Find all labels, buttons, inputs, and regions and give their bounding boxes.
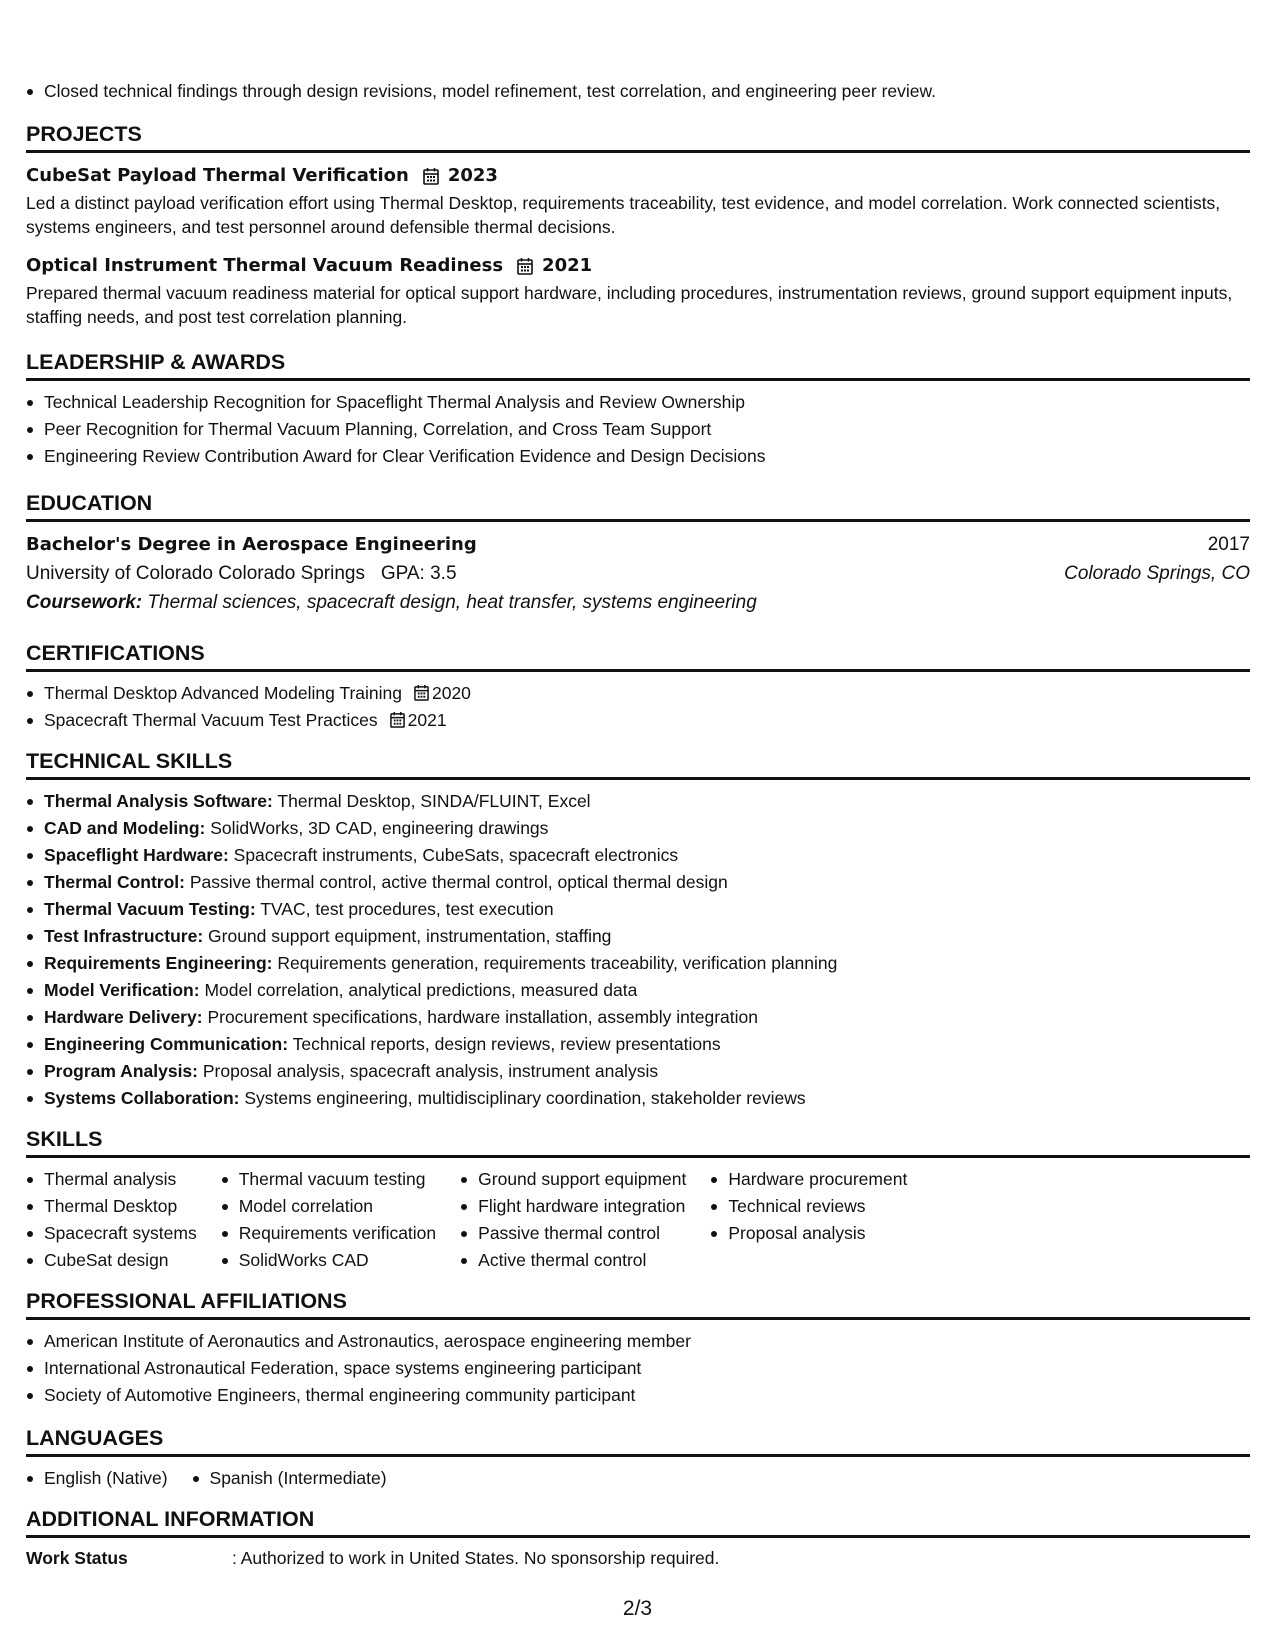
project-item [26, 161, 1250, 239]
skill-category: Systems Collaboration: [44, 1088, 240, 1108]
list-item [460, 1220, 686, 1247]
education-row [26, 559, 1250, 588]
certification-year: 2021 [407, 710, 447, 730]
school-line [26, 559, 457, 588]
list-item [26, 815, 1250, 842]
list-item [26, 1058, 1250, 1085]
section-title-projects: PROJECTS [26, 121, 1250, 153]
list-item [26, 1328, 1250, 1355]
list-item [26, 78, 1250, 105]
skill-values: Thermal Desktop, SINDA/FLUINT, Excel [277, 791, 591, 811]
skill: Spacecraft systems [44, 1223, 197, 1243]
skill: Proposal analysis [728, 1223, 866, 1243]
skill-category: Spaceflight Hardware: [44, 845, 229, 865]
skill-values: Model correlation, analytical predictions, measured data [204, 980, 638, 1000]
list-item [26, 1193, 197, 1220]
skill-category: Test Infrastructure: [44, 926, 204, 946]
calendar-icon [423, 167, 439, 185]
project-item [26, 251, 1250, 329]
list-item [26, 1004, 1250, 1031]
affiliations-list [26, 1328, 1250, 1409]
gpa: GPA: 3.5 [380, 563, 457, 584]
page-number: 2/3 [622, 1597, 653, 1620]
list-item [26, 923, 1250, 950]
list-item [26, 842, 1250, 869]
skill-category: Engineering Communication: [44, 1034, 289, 1054]
work-status-label: Work Status [26, 1548, 128, 1568]
certification-name: Spacecraft Thermal Vacuum Test Practices [44, 710, 378, 730]
projects-list [26, 161, 1250, 329]
skill: CubeSat design [44, 1250, 169, 1270]
section-title-skills: SKILLS [26, 1126, 1250, 1158]
skill-values: Procurement specifications, hardware installation, assembly integration [207, 1007, 758, 1027]
skill-values: Ground support equipment, instrumentation, staffing [208, 926, 612, 946]
skill-category: Thermal Control: [44, 872, 185, 892]
resume-content [26, 78, 1250, 1572]
languages-list [26, 1465, 1250, 1492]
skill-values: TVAC, test procedures, test execution [260, 899, 554, 919]
skill: Active thermal control [478, 1250, 647, 1270]
skill: Technical reviews [728, 1196, 866, 1216]
education-entry [26, 530, 1250, 618]
project-heading [26, 161, 1250, 191]
skill: Model correlation [238, 1196, 373, 1216]
section-title-certifications: CERTIFICATIONS [26, 640, 1250, 672]
certifications-list [26, 680, 1250, 734]
certification-year: 2020 [431, 683, 471, 703]
skills-column [26, 1166, 197, 1274]
section-title-affiliations: PROFESSIONAL AFFILIATIONS [26, 1288, 1250, 1320]
skills-column [710, 1166, 907, 1274]
list-item [460, 1166, 686, 1193]
skill-values: Spacecraft instruments, CubeSats, spacecraft electronics [233, 845, 679, 865]
list-item [26, 680, 1250, 707]
skill-category: Thermal Analysis Software: [44, 791, 273, 811]
affiliation: American Institute of Aeronautics and Astronautics, aerospace engineering member [44, 1331, 691, 1351]
list-item [26, 443, 1250, 470]
skill-values: Proposal analysis, spacecraft analysis, instrument analysis [202, 1061, 659, 1081]
skill-values: Systems engineering, multidisciplinary coordination, stakeholder reviews [244, 1088, 806, 1108]
affiliation: International Astronautical Federation, space systems engineering participant [44, 1358, 642, 1378]
coursework [26, 588, 1250, 618]
list-item [26, 1355, 1250, 1382]
education-row [26, 530, 1250, 559]
list-item [26, 1166, 197, 1193]
list-item [26, 1031, 1250, 1058]
school-location: Colorado Springs, CO [1064, 563, 1250, 584]
skill-values: Technical reports, design reviews, review presentations [292, 1034, 721, 1054]
skill-category: Thermal Vacuum Testing: [44, 899, 256, 919]
school-name: University of Colorado Colorado Springs [26, 563, 365, 584]
skill: Hardware procurement [728, 1169, 908, 1189]
list-item [221, 1247, 436, 1274]
language: English (Native) [44, 1468, 168, 1488]
skill: Thermal analysis [44, 1169, 177, 1189]
certification [44, 707, 447, 734]
skill: Passive thermal control [478, 1223, 661, 1243]
skill: SolidWorks CAD [238, 1250, 369, 1270]
list-item [26, 707, 1250, 734]
skill: Thermal vacuum testing [238, 1169, 426, 1189]
skills-grid [26, 1166, 1250, 1274]
skill-values: SolidWorks, 3D CAD, engineering drawings [210, 818, 549, 838]
list-item [221, 1193, 436, 1220]
list-item [26, 788, 1250, 815]
coursework-label: Coursework: [26, 592, 143, 613]
leadership-list [26, 389, 1250, 470]
project-title: Optical Instrument Thermal Vacuum Readiness [26, 255, 504, 276]
project-year: 2023 [447, 165, 498, 186]
project-description: Prepared thermal vacuum readiness material for optical support hardware, including procedures, instrumentation reviews, ground support equipment inputs, staffing needs, and post test correlation planning. [26, 283, 1233, 327]
list-item [26, 1220, 197, 1247]
skill: Requirements verification [238, 1223, 437, 1243]
skill-values: Passive thermal control, active thermal control, optical thermal design [189, 872, 728, 892]
list-item [26, 1382, 1250, 1409]
list-item [26, 1085, 1250, 1112]
list-item [26, 416, 1250, 443]
certification [44, 680, 471, 707]
list-item [221, 1166, 436, 1193]
affiliation: Society of Automotive Engineers, thermal engineering community participant [44, 1385, 636, 1405]
language: Spanish (Intermediate) [209, 1468, 387, 1488]
list-item [460, 1247, 686, 1274]
list-item [26, 1247, 197, 1274]
list-item [26, 869, 1250, 896]
certification-name: Thermal Desktop Advanced Modeling Training [44, 683, 402, 703]
list-item [26, 896, 1250, 923]
list-item [26, 389, 1250, 416]
skill: Flight hardware integration [478, 1196, 686, 1216]
skill-category: Requirements Engineering: [44, 953, 273, 973]
section-title-additional: ADDITIONAL INFORMATION [26, 1506, 1250, 1538]
list-item [26, 1465, 168, 1492]
skill-category: Hardware Delivery: [44, 1007, 203, 1027]
skills-column [221, 1166, 436, 1274]
list-item [710, 1220, 907, 1247]
technical-skills-list [26, 788, 1250, 1112]
calendar-icon [390, 711, 405, 728]
calendar-icon [414, 684, 429, 701]
list-item [26, 950, 1250, 977]
award-text: Engineering Review Contribution Award for Clear Verification Evidence and Design Decisions [44, 446, 766, 466]
bullet-text: Closed technical findings through design revisions, model refinement, test correlation, and engineering peer review. [44, 81, 937, 101]
skill-category: Program Analysis: [44, 1061, 198, 1081]
list-item [710, 1193, 907, 1220]
list-item [192, 1465, 387, 1492]
calendar-icon [517, 257, 533, 275]
skills-column [460, 1166, 686, 1274]
list-item [710, 1166, 907, 1193]
skill-category: CAD and Modeling: [44, 818, 206, 838]
skill-values: Requirements generation, requirements traceability, verification planning [277, 953, 838, 973]
project-heading [26, 251, 1250, 281]
award-text: Peer Recognition for Thermal Vacuum Planning, Correlation, and Cross Team Support [44, 419, 712, 439]
award-text: Technical Leadership Recognition for Spaceflight Thermal Analysis and Review Ownership [44, 392, 746, 412]
list-item [221, 1220, 436, 1247]
work-status-value: : Authorized to work in United States. No sponsorship required. [232, 1548, 720, 1568]
skill: Ground support equipment [478, 1169, 687, 1189]
coursework-text: Thermal sciences, spacecraft design, heat transfer, systems engineering [147, 592, 757, 613]
section-title-leadership: LEADERSHIP & AWARDS [26, 349, 1250, 381]
section-title-technical-skills: TECHNICAL SKILLS [26, 748, 1250, 780]
project-year: 2021 [542, 255, 593, 276]
skill: Thermal Desktop [44, 1196, 178, 1216]
skill-category: Model Verification: [44, 980, 200, 1000]
degree: Bachelor's Degree in Aerospace Engineering [26, 534, 477, 555]
project-description: Led a distinct payload verification effort using Thermal Desktop, requirements traceability, test evidence, and model correlation. Work connected scientists, systems engineers, and test personnel around defensible thermal decisions. [26, 193, 1221, 237]
list-item [26, 977, 1250, 1004]
section-title-education: EDUCATION [26, 490, 1250, 522]
work-status-row [26, 1544, 1250, 1572]
list-item [460, 1193, 686, 1220]
project-title: CubeSat Payload Thermal Verification [26, 165, 409, 186]
graduation-year: 2017 [1207, 534, 1250, 555]
section-title-languages: LANGUAGES [26, 1425, 1250, 1457]
